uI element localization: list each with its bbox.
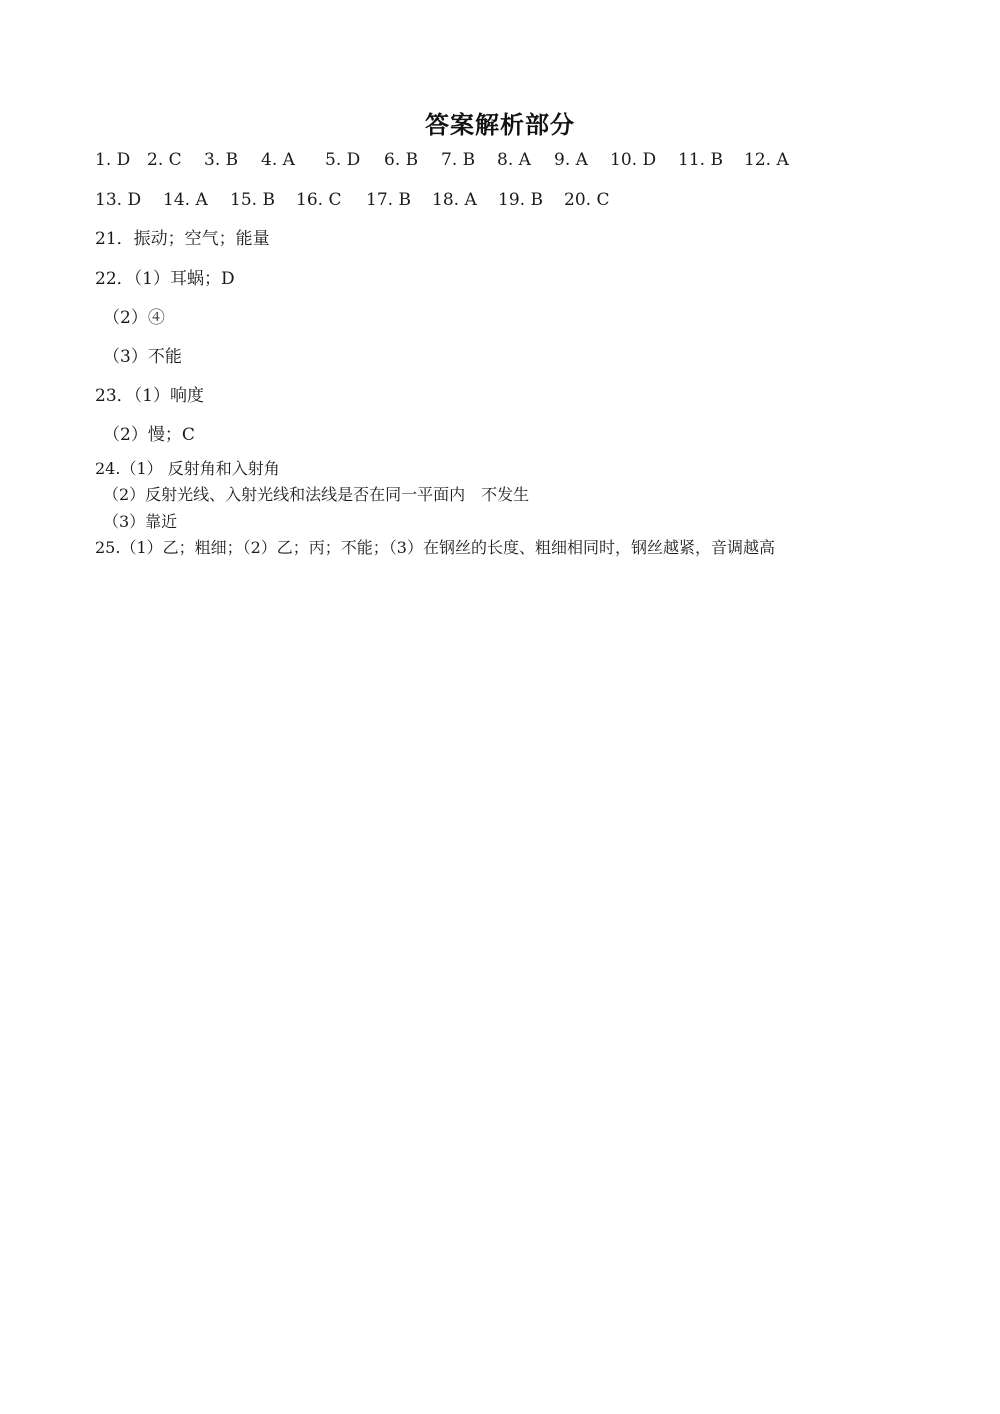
answer-23-part-1: 23．（1）响度 xyxy=(95,386,204,406)
answer-1: 1. D xyxy=(95,150,131,170)
answer-15: 15. B xyxy=(230,190,275,210)
answer-2: 2. C xyxy=(147,150,182,170)
answer-10: 10. D xyxy=(610,150,657,170)
answer-14: 14. A xyxy=(163,190,208,210)
answer-11: 11. B xyxy=(678,150,723,170)
answer-22-part-3: （3）不能 xyxy=(103,347,182,367)
answer-8: 8. A xyxy=(497,150,531,170)
answer-25: 25.（1）乙；粗细；（2）乙；丙；不能；（3）在钢丝的长度、粗细相同时，钢丝越紧，音调越高 xyxy=(95,538,775,557)
answer-24-part-3: （3）靠近 xyxy=(103,512,178,531)
answer-3: 3. B xyxy=(204,150,239,170)
answer-22-part-2: （2）④ xyxy=(103,308,165,328)
answer-17: 17. B xyxy=(366,190,411,210)
answer-7: 7. B xyxy=(441,150,476,170)
answer-13: 13. D xyxy=(95,190,142,210)
answer-19: 19. B xyxy=(498,190,543,210)
multiple-choice-row-1 xyxy=(95,149,804,171)
answer-4: 4. A xyxy=(261,150,295,170)
answer-6: 6. B xyxy=(384,150,419,170)
answer-12: 12. A xyxy=(744,150,789,170)
answer-20: 20. C xyxy=(564,190,610,210)
answer-5: 5. D xyxy=(325,150,361,170)
answer-18: 18. A xyxy=(432,190,477,210)
answer-22-part-1: 22．（1）耳蜗；D xyxy=(95,269,235,289)
page-title: 答案解析部分 xyxy=(425,111,575,139)
multiple-choice-row-2 xyxy=(95,189,624,211)
answer-23-part-2: （2）慢；C xyxy=(103,425,195,445)
answer-9: 9. A xyxy=(554,150,588,170)
answer-24-part-2: （2）反射光线、入射光线和法线是否在同一平面内 不发生 xyxy=(103,485,530,504)
answer-24-part-1: 24.（1） 反射角和入射角 xyxy=(95,459,280,478)
answer-16: 16. C xyxy=(296,190,342,210)
answer-21: 21．振动；空气；能量 xyxy=(95,229,270,249)
